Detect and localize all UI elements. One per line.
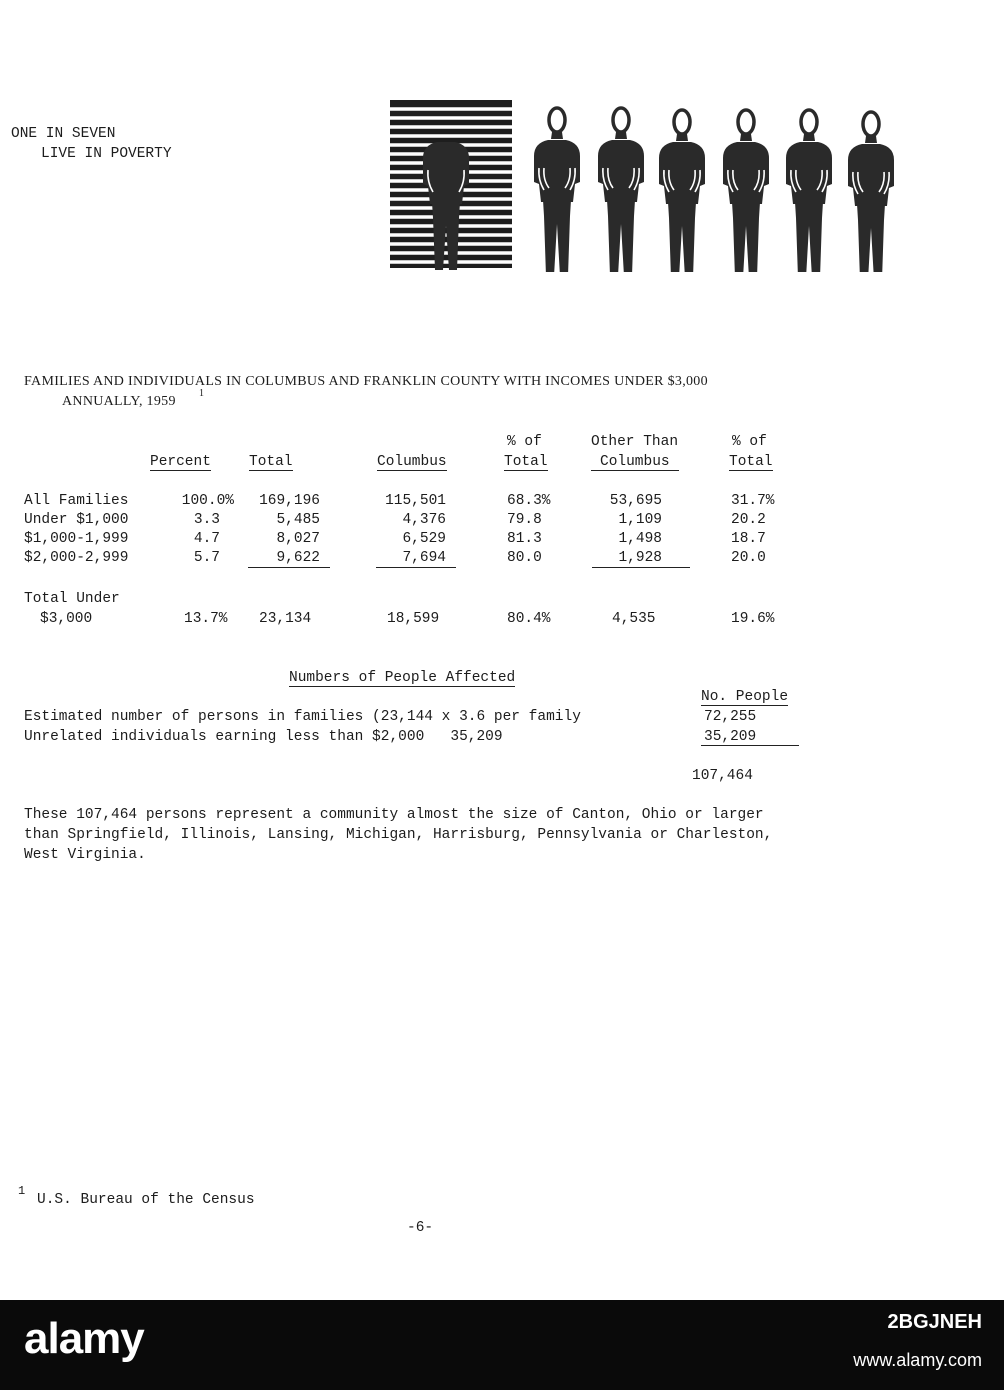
total-columbus: 18,599 — [387, 611, 440, 627]
row-pct-total-1: 80.0 — [507, 550, 542, 566]
stock-banner — [0, 1300, 1004, 1390]
row-total: 169,196 — [259, 493, 320, 509]
header-other-top: Other Than — [591, 434, 679, 450]
header-pct-total-2-bottom: Total — [729, 454, 773, 470]
row-columbus: 7,694 — [402, 550, 446, 566]
total-label-line-1: Total Under — [24, 591, 120, 607]
row-total: 9,622 — [276, 550, 320, 566]
row-total: 5,485 — [276, 512, 320, 528]
row-pct-total-2: 20.2 — [731, 512, 766, 528]
footnote-mark: 1 — [18, 1184, 26, 1198]
row-label: $2,000-2,999 — [24, 550, 129, 566]
row-total: 8,027 — [276, 531, 320, 547]
total-other: 4,535 — [612, 611, 656, 627]
row-label: $1,000-1,999 — [24, 531, 129, 547]
columbus-column-rule — [376, 567, 456, 568]
header-other-bottom: Columbus — [591, 454, 679, 471]
row-other: 1,498 — [618, 531, 662, 547]
row-percent: 4.7 — [193, 531, 220, 547]
row-pct-total-1: 81.3 — [507, 531, 542, 547]
affected-line-1: Estimated number of persons in families (23,144 x 3.6 per family — [24, 709, 581, 725]
row-percent: 5.7 — [193, 550, 220, 566]
row-pct-total-2: 18.7 — [731, 531, 766, 547]
row-columbus: 115,501 — [385, 493, 446, 509]
total-total: 23,134 — [259, 611, 312, 627]
header-pct-total-1-bottom: Total — [504, 454, 548, 470]
header-pct-total-1-top: % of — [507, 434, 542, 450]
row-columbus: 6,529 — [402, 531, 446, 547]
row-pct-total-2: 31.7% — [731, 493, 775, 509]
seven-figures-icon — [390, 100, 910, 272]
affected-value-1: 72,255 — [704, 709, 757, 725]
row-percent: 3.3 — [193, 512, 220, 528]
row-pct-total-1: 68.3% — [507, 493, 551, 509]
affected-line-2: Unrelated individuals earning less than $2,000 35,209 — [24, 729, 503, 745]
header-percent: Percent — [150, 454, 211, 470]
total-column-rule — [248, 567, 330, 568]
affected-sum-rule — [701, 745, 799, 746]
banner-url: www.alamy.com — [853, 1350, 982, 1370]
header-total: Total — [249, 454, 293, 470]
row-other: 1,928 — [618, 550, 662, 566]
title-footnote-mark: 1 — [199, 388, 204, 399]
row-other: 53,695 — [609, 493, 662, 509]
header-columbus: Columbus — [377, 454, 447, 470]
total-percent: 13.7% — [184, 611, 228, 627]
alamy-logo: alamy — [24, 1314, 144, 1363]
row-other: 1,109 — [618, 512, 662, 528]
total-pct-total-1: 80.4% — [507, 611, 551, 627]
header-pct-total-2-top: % of — [732, 434, 767, 450]
row-columbus: 4,376 — [402, 512, 446, 528]
table-title-line-2: ANNUALLY, 1959 — [62, 394, 176, 409]
heading-line-1: ONE IN SEVEN — [11, 126, 116, 142]
row-percent: 100.0% — [181, 493, 234, 509]
heading-line-2: LIVE IN POVERTY — [41, 146, 172, 162]
no-people-header: No. People — [701, 689, 789, 705]
paragraph-line-1: These 107,464 persons represent a community almost the size of Canton, Ohio or larger — [24, 807, 764, 823]
total-pct-total-2: 19.6% — [731, 611, 775, 627]
image-id: 2BGJNEH — [887, 1311, 982, 1333]
affected-title: Numbers of People Affected — [289, 670, 516, 686]
row-label: All Families — [24, 493, 129, 509]
table-title-line-1: FAMILIES AND INDIVIDUALS IN COLUMBUS AND FRANKLIN COUNTY WITH INCOMES UNDER $3,000 — [24, 374, 708, 389]
row-pct-total-1: 79.8 — [507, 512, 542, 528]
affected-sum: 107,464 — [692, 768, 753, 784]
row-label: Under $1,000 — [24, 512, 129, 528]
row-pct-total-2: 20.0 — [731, 550, 766, 566]
other-column-rule — [592, 567, 690, 568]
page-number: -6- — [407, 1220, 434, 1236]
total-label-line-2: $3,000 — [40, 611, 93, 627]
footnote-text: U.S. Bureau of the Census — [37, 1192, 255, 1208]
affected-value-2: 35,209 — [704, 729, 757, 745]
paragraph-line-3: West Virginia. — [24, 847, 146, 863]
paragraph-line-2: than Springfield, Illinois, Lansing, Michigan, Harrisburg, Pennsylvania or Charleston, — [24, 827, 773, 843]
